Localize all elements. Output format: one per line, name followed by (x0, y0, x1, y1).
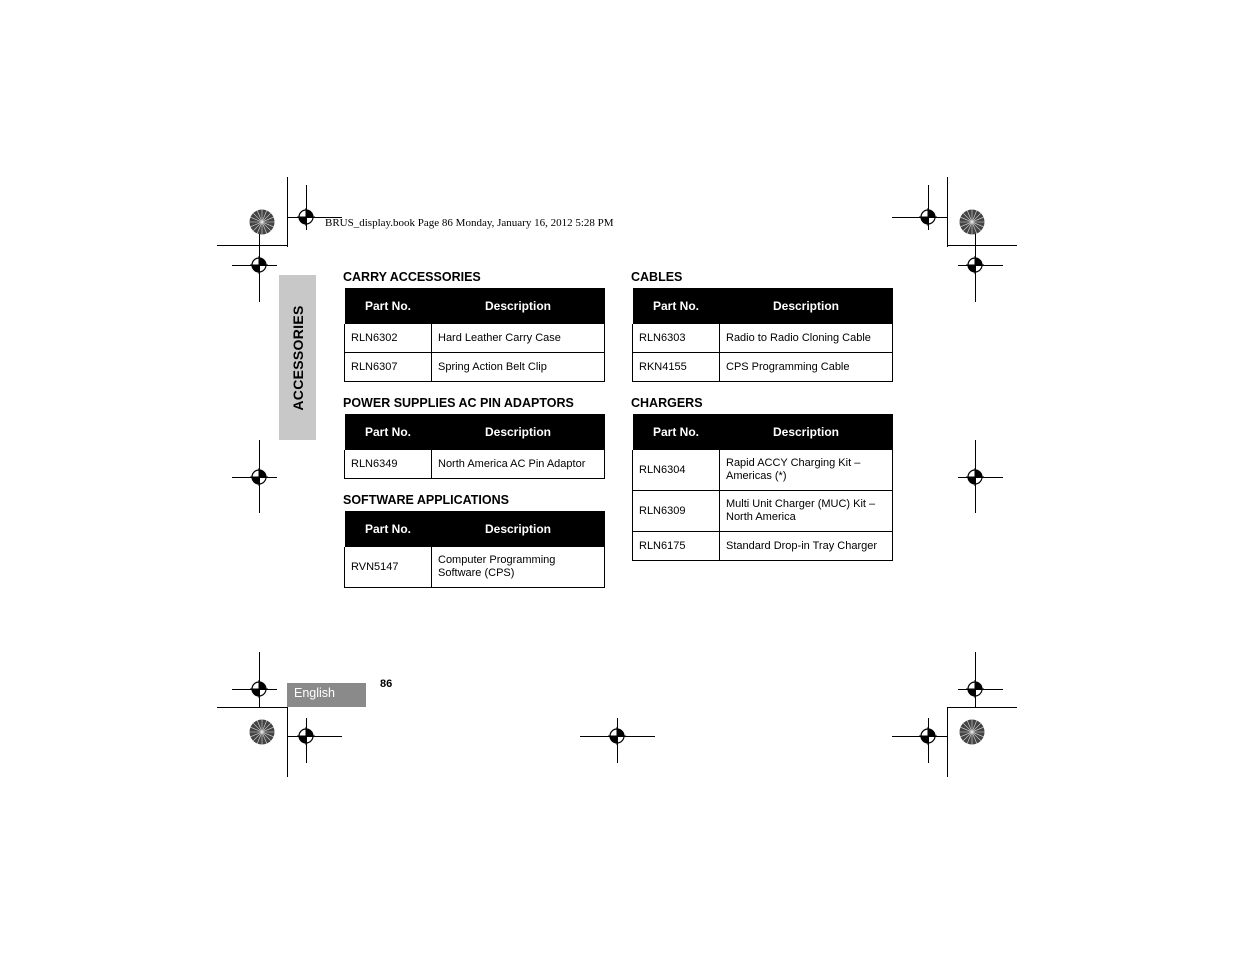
star-target-icon (249, 719, 275, 745)
description-cell: Radio to Radio Cloning Cable (720, 324, 893, 353)
description-cell: CPS Programming Cable (720, 353, 893, 382)
table-header-row (633, 414, 893, 450)
registration-mark-icon (919, 208, 937, 226)
section-title-carry: CARRY ACCESSORIES (343, 270, 481, 284)
page-number: 86 (380, 678, 393, 690)
description-line: Americas (*) (726, 470, 787, 482)
column-header-part-no: Part No. (345, 288, 432, 324)
column-header-description: Description (432, 511, 605, 547)
side-tab (279, 275, 316, 440)
description-cell: North America AC Pin Adaptor (432, 450, 605, 479)
table-row (345, 324, 605, 353)
table-header-row (345, 288, 605, 324)
table-row (345, 450, 605, 479)
side-tab-label: ACCESSORIES (289, 304, 306, 411)
table-row (633, 450, 893, 491)
description-cell: Hard Leather Carry Case (432, 324, 605, 353)
description-line: Software (CPS) (438, 567, 515, 579)
power-supplies-table (344, 414, 605, 479)
registration-mark-icon (250, 680, 268, 698)
star-target-icon (249, 209, 275, 235)
registration-mark-icon (919, 727, 937, 745)
registration-mark-icon (966, 256, 984, 274)
registration-mark-icon (250, 256, 268, 274)
column-header-part-no: Part No. (345, 414, 432, 450)
description-line: Rapid ACCY Charging Kit – (726, 457, 861, 469)
registration-mark-icon (966, 680, 984, 698)
section-title-cables: CABLES (631, 270, 683, 284)
table-header-row (633, 288, 893, 324)
registration-mark-icon (297, 208, 315, 226)
part-number-cell: RLN6304 (633, 450, 720, 491)
column-header-part-no: Part No. (633, 414, 720, 450)
table-row (345, 353, 605, 382)
section-title-chargers: CHARGERS (631, 396, 703, 410)
carry-accessories-table (344, 288, 605, 382)
description-cell: Standard Drop-in Tray Charger (720, 532, 893, 561)
column-header-description: Description (432, 288, 605, 324)
description-cell (720, 450, 893, 491)
table-row (633, 324, 893, 353)
part-number-cell: RLN6307 (345, 353, 432, 382)
section-title-power: POWER SUPPLIES AC PIN ADAPTORS (343, 396, 574, 410)
part-number-cell: RLN6302 (345, 324, 432, 353)
registration-mark-icon (608, 727, 626, 745)
part-number-cell: RLN6303 (633, 324, 720, 353)
part-number-cell: RVN5147 (345, 547, 432, 588)
language-tab: English (287, 683, 366, 707)
table-header-row (345, 414, 605, 450)
part-number-cell: RKN4155 (633, 353, 720, 382)
description-cell: Spring Action Belt Clip (432, 353, 605, 382)
description-cell (720, 491, 893, 532)
star-target-icon (959, 719, 985, 745)
part-number-cell: RLN6349 (345, 450, 432, 479)
star-target-icon (959, 209, 985, 235)
table-row (633, 491, 893, 532)
registration-mark-icon (297, 727, 315, 745)
section-title-software: SOFTWARE APPLICATIONS (343, 493, 509, 507)
column-header-description: Description (720, 414, 893, 450)
column-header-part-no: Part No. (345, 511, 432, 547)
software-applications-table (344, 511, 605, 588)
cables-table (632, 288, 893, 382)
registration-mark-icon (250, 468, 268, 486)
table-row (633, 353, 893, 382)
description-cell (432, 547, 605, 588)
part-number-cell: RLN6175 (633, 532, 720, 561)
description-line: Computer Programming (438, 554, 556, 566)
table-row (345, 547, 605, 588)
chargers-table (632, 414, 893, 561)
table-header-row (345, 511, 605, 547)
column-header-description: Description (432, 414, 605, 450)
part-number-cell: RLN6309 (633, 491, 720, 532)
description-line: Multi Unit Charger (MUC) Kit – (726, 498, 876, 510)
registration-mark-icon (966, 468, 984, 486)
column-header-part-no: Part No. (633, 288, 720, 324)
description-line: North America (726, 511, 796, 523)
table-row (633, 532, 893, 561)
column-header-description: Description (720, 288, 893, 324)
print-header: BRUS_display.book Page 86 Monday, January 16, 2012 5:28 PM (325, 217, 614, 229)
